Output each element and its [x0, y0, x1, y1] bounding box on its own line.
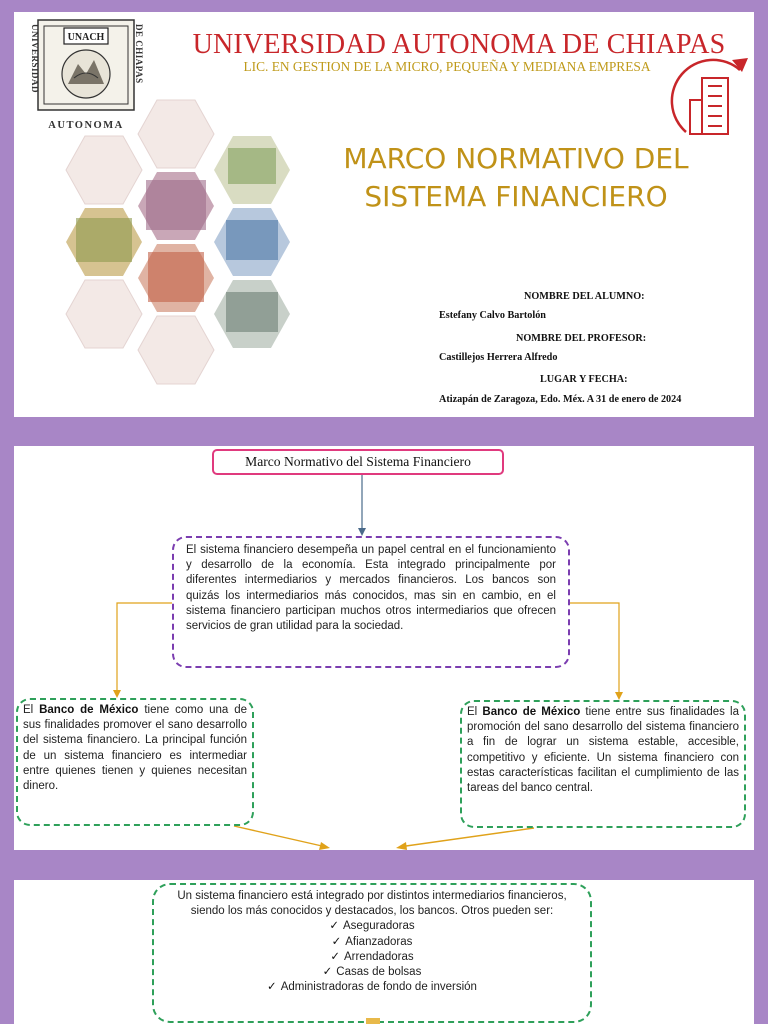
hexagon-tile: [66, 136, 142, 204]
teacher-label: NOMBRE DEL PROFESOR:: [516, 333, 647, 344]
down-connector: [366, 1018, 380, 1024]
seal-left-text: UNIVERSIDAD: [30, 24, 40, 94]
intermediaries-panel: [14, 880, 754, 1024]
title-line-2: SISTEMA FINANCIERO: [364, 180, 668, 213]
document-title: [296, 140, 736, 216]
right-body: tiene entre sus finalidades la promoción del sano desarrollo del sistema financiero a fin de lograr un sistema estable, accesible, competitivo y eficiente. Un sistema financiero con estas características facilitan el cumplimiento de las tareas del banco central.: [467, 706, 739, 795]
check-icon: ✓: [322, 966, 333, 979]
diagram-panel: [14, 446, 754, 850]
building-arrow-logo-icon: [666, 50, 752, 142]
center-concept-box: El sistema financiero desempeña un papel central en el funcionamiento y desarrollo de la economía. Esta integrado principalmente por diferentes intermediarios y mercados financieros. Los bancos son quizás los intermediarios más conocidos, mas sin en cambio, en el sistema financiero participan muchos otros intermediarios que ofrecen servicios de gran utilidad para la sociedad.: [172, 536, 570, 668]
hexagon-tile: [214, 280, 290, 348]
right-bold-term: Banco de México: [482, 706, 581, 718]
intermediaries-intro: Un sistema financiero está integrado por distintos intermediarios financieros, siendo los más conocidos y destacados, los bancos. Otros pueden ser:: [177, 890, 567, 918]
left-body: tiene como una de sus finalidades promover el sano desarrollo del sistema financiero. La principal función de un sistema financiero es intermediar entre quienes tienen y quienes necesitan dinero.: [23, 704, 247, 793]
right-prefix: El: [467, 706, 483, 718]
hexagon-tile: [214, 208, 290, 276]
intermediaries-box: [152, 883, 592, 1023]
list-item-label: Administradoras de fondo de inversión: [280, 981, 477, 994]
left-prefix: El: [23, 704, 40, 716]
list-item: [172, 950, 572, 965]
left-bold-term: Banco de México: [39, 704, 139, 716]
left-concept-box: [16, 698, 254, 826]
check-icon: ✓: [331, 935, 342, 948]
banknote-hexagon-collage: [64, 98, 308, 388]
hexagon-tile: [214, 136, 290, 204]
check-icon: ✓: [329, 920, 340, 933]
student-label: NOMBRE DEL ALUMNO:: [524, 291, 645, 302]
hexagon-tile: [138, 172, 214, 240]
list-item: [172, 919, 572, 934]
hexagon-tile: [138, 244, 214, 312]
intermediaries-list: [172, 919, 572, 995]
list-item: [172, 935, 572, 950]
place-label: LUGAR Y FECHA:: [540, 374, 628, 385]
check-icon: ✓: [267, 981, 277, 994]
list-item-label: Casas de bolsas: [336, 966, 422, 979]
seal-acronym: UNACH: [67, 32, 105, 43]
cover-panel: [14, 12, 754, 417]
list-item-label: Afianzadoras: [345, 935, 413, 948]
right-concept-box: [460, 700, 746, 828]
list-item: [172, 980, 572, 995]
diagram-header: Marco Normativo del Sistema Financiero: [212, 449, 504, 475]
title-line-1: MARCO NORMATIVO DEL: [343, 142, 689, 175]
seal-right-text: DE CHIAPAS: [134, 24, 144, 84]
place-date: Atizapán de Zaragoza, Edo. Méx. A 31 de enero de 2024: [439, 394, 682, 405]
hexagon-tile: [66, 280, 142, 348]
program-subtitle: LIC. EN GESTION DE LA MICRO, PEQUEÑA Y MEDIANA EMPRESA: [243, 59, 651, 74]
university-title: UNIVERSIDAD AUTONOMA DE CHIAPAS: [192, 29, 726, 60]
list-item-label: Aseguradoras: [343, 920, 415, 933]
hexagon-tile: [138, 100, 214, 168]
teacher-name: Castillejos Herrera Alfredo: [439, 352, 558, 363]
check-icon: ✓: [330, 950, 340, 963]
list-item: [172, 965, 572, 980]
hexagon-tile: [66, 208, 142, 276]
hexagon-tile: [138, 316, 214, 384]
seal-bottom-text: AUTONOMA: [48, 120, 124, 131]
list-item-label: Arrendadoras: [343, 950, 414, 963]
student-name: Estefany Calvo Bartolón: [439, 310, 546, 321]
